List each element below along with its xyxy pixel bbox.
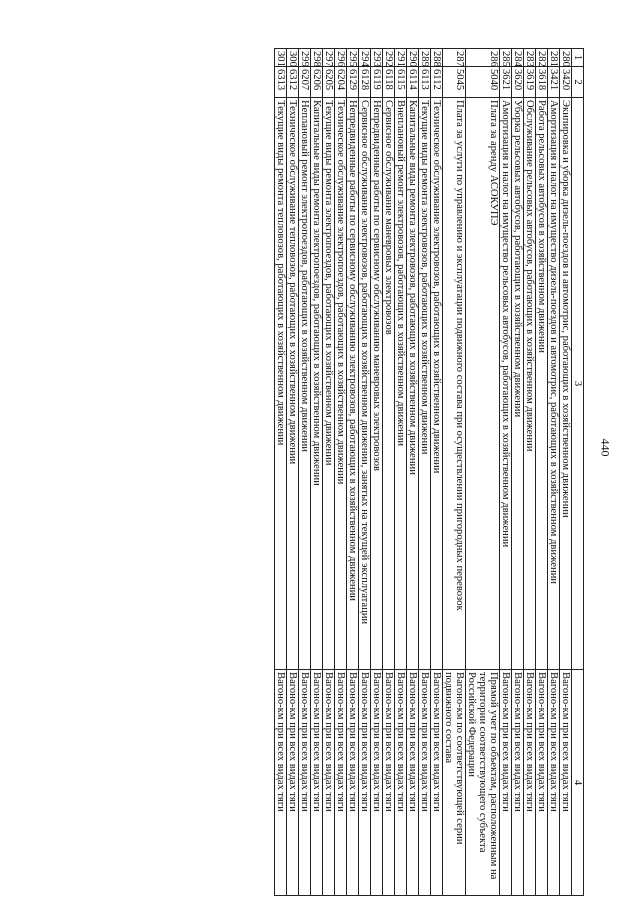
table-body [275, 49, 572, 896]
row-unit: Вагоно-км при всех видах тяги [536, 670, 548, 896]
row-description: Техническое обслуживание электровозов, работающих в хозяйственном движении [431, 98, 443, 670]
table-row [275, 49, 287, 896]
table-row [536, 49, 548, 896]
table-row [371, 49, 383, 896]
row-number: 297 [323, 49, 335, 67]
row-unit: Вагоно-км при всех видах тяги [395, 670, 407, 896]
header-col-1: 1 [572, 49, 584, 67]
row-unit: Вагоно-км при всех видах тяги [311, 670, 323, 896]
row-unit: Вагоно-км при всех видах тяги [512, 670, 524, 896]
row-number: 289 [419, 49, 431, 67]
table-row [466, 49, 500, 896]
row-description: Сервисное обслуживание электровозов, работающих в хозяйственном движении, занятых на текущей эксплуатации [359, 98, 371, 670]
row-number: 282 [536, 49, 548, 67]
table-row [299, 49, 311, 896]
row-number: 296 [335, 49, 347, 67]
table-row [443, 49, 466, 896]
row-number: 290 [407, 49, 419, 67]
header-row [572, 49, 584, 896]
row-description: Текущие виды ремонта электропоездов, работающих в хозяйственном движении [323, 98, 335, 670]
row-number: 292 [383, 49, 395, 67]
table-row [395, 49, 407, 896]
row-number: 285 [500, 49, 512, 67]
header-col-3: 3 [572, 98, 584, 670]
row-code: 3619 [524, 67, 536, 98]
row-unit: Вагоно-км при всех видах тяги [347, 670, 359, 896]
header-col-4: 4 [572, 670, 584, 896]
row-unit: Вагоно-км при всех видах тяги [335, 670, 347, 896]
row-description: Амортизация и налог на имущество рельсовых автобусов, работающих в хозяйственном движении [500, 98, 512, 670]
row-description: Техническое обслуживание электропоездов, работающих в хозяйственном движении [335, 98, 347, 670]
row-unit: Вагоно-км при всех видах тяги [371, 670, 383, 896]
row-unit: Вагоно-км при всех видах тяги [560, 670, 572, 896]
row-code: 3420 [560, 67, 572, 98]
row-code: 6207 [299, 67, 311, 98]
table-row [359, 49, 371, 896]
row-number: 298 [311, 49, 323, 67]
row-number: 280 [560, 49, 572, 67]
header-col-2: 2 [572, 67, 584, 98]
table-row [500, 49, 512, 896]
row-unit: Вагоно-км при всех видах тяги [548, 670, 560, 896]
row-code: 6112 [431, 67, 443, 98]
row-description: Капитальные виды ремонта электровозов, работающих в хозяйственном движении [407, 98, 419, 670]
table-row [347, 49, 359, 896]
row-description: Неплановый ремонт электропоездов, работающих в хозяйственном движении [299, 98, 311, 670]
row-code: 6113 [419, 67, 431, 98]
row-unit: Вагоно-км при всех видах тяги [299, 670, 311, 896]
row-number: 295 [347, 49, 359, 67]
table-row [431, 49, 443, 896]
row-unit: Прямой учет по объектам, расположенным на территории соответствующего субъекта Российской Федерации [466, 670, 500, 896]
row-number: 284 [512, 49, 524, 67]
row-description: Плата за аренду АСОКУПЭ [466, 98, 500, 670]
table-row [512, 49, 524, 896]
row-unit: Вагоно-км при всех видах тяги [287, 670, 299, 896]
row-description: Текущие виды ремонта тепловозов, работающих в хозяйственном движении [275, 98, 287, 670]
row-description: Экипировка и уборка дизель-поездов и автомотрис, работающих в хозяйственном движении [560, 98, 572, 670]
row-unit: Вагоно-км при всех видах тяги [359, 670, 371, 896]
row-unit: Вагоно-км при всех видах тяги [524, 670, 536, 896]
row-unit: Вагоно-км при всех видах тяги [500, 670, 512, 896]
row-description: Техническое обслуживание тепловозов, работающих в хозяйственном движении [287, 98, 299, 670]
row-code: 6206 [311, 67, 323, 98]
row-code: 3421 [548, 67, 560, 98]
rotated-page [40, 48, 584, 895]
row-code: 3621 [500, 67, 512, 98]
row-description: Уборка рельсовых автобусов, работающих в хозяйственном движении [512, 98, 524, 670]
cost-table [274, 48, 584, 896]
row-code: 5045 [443, 67, 466, 98]
row-code: 3620 [512, 67, 524, 98]
row-number: 294 [359, 49, 371, 67]
row-number: 300 [287, 49, 299, 67]
row-number: 281 [548, 49, 560, 67]
page-number: 440 [598, 438, 613, 457]
row-unit: Вагоно-км по соответствующей серии подвижного состава [443, 670, 466, 896]
table-row [287, 49, 299, 896]
row-code: 5040 [466, 67, 500, 98]
table-row [548, 49, 560, 896]
row-description: Непредвиденные работы по сервисному обслуживанию маневровых электровозов [371, 98, 383, 670]
row-code: 6119 [371, 67, 383, 98]
row-number: 288 [431, 49, 443, 67]
row-description: Амортизация и налог на имущество дизель-поездов и автомотрис, работающих в хозяйственном движении [548, 98, 560, 670]
row-description: Капитальные виды ремонта электропоездов, работающих в хозяйственном движении [311, 98, 323, 670]
table-row [407, 49, 419, 896]
row-unit: Вагоно-км при всех видах тяги [431, 670, 443, 896]
table-row [560, 49, 572, 896]
row-code: 6118 [383, 67, 395, 98]
row-code: 6312 [287, 67, 299, 98]
row-code: 6128 [359, 67, 371, 98]
table-row [419, 49, 431, 896]
row-description: Плата за услуги по управлению и эксплуатации подвижного состава при осуществлении пригородных перевозок [443, 98, 466, 670]
row-unit: Вагоно-км при всех видах тяги [407, 670, 419, 896]
row-description: Текущие виды ремонта электровозов, работающих в хозяйственном движении [419, 98, 431, 670]
row-description: Внеплановый ремонт электровозов, работающих в хозяйственном движении [395, 98, 407, 670]
row-code: 6313 [275, 67, 287, 98]
row-unit: Вагоно-км при всех видах тяги [275, 670, 287, 896]
row-code: 6115 [395, 67, 407, 98]
table-row [335, 49, 347, 896]
row-unit: Вагоно-км при всех видах тяги [323, 670, 335, 896]
row-code: 6205 [323, 67, 335, 98]
row-description: Сервисное обслуживание маневровых электровозов [383, 98, 395, 670]
table-row [311, 49, 323, 896]
row-code: 6129 [347, 67, 359, 98]
row-unit: Вагоно-км при всех видах тяги [419, 670, 431, 896]
row-description: Обслуживание рельсовых автобусов, работающих в хозяйственном движении [524, 98, 536, 670]
row-code: 6114 [407, 67, 419, 98]
row-number: 293 [371, 49, 383, 67]
row-code: 3618 [536, 67, 548, 98]
row-number: 291 [395, 49, 407, 67]
table-row [383, 49, 395, 896]
row-number: 286 [466, 49, 500, 67]
row-number: 283 [524, 49, 536, 67]
row-unit: Вагоно-км при всех видах тяги [383, 670, 395, 896]
row-description: Непредвиденные работы по сервисному обслуживанию электровозов, работающих в хозяйственном движении [347, 98, 359, 670]
row-number: 287 [443, 49, 466, 67]
row-code: 6204 [335, 67, 347, 98]
row-description: Работа рельсовых автобусов в хозяйственном движении [536, 98, 548, 670]
table-row [323, 49, 335, 896]
row-number: 299 [299, 49, 311, 67]
row-number: 301 [275, 49, 287, 67]
table-row [524, 49, 536, 896]
